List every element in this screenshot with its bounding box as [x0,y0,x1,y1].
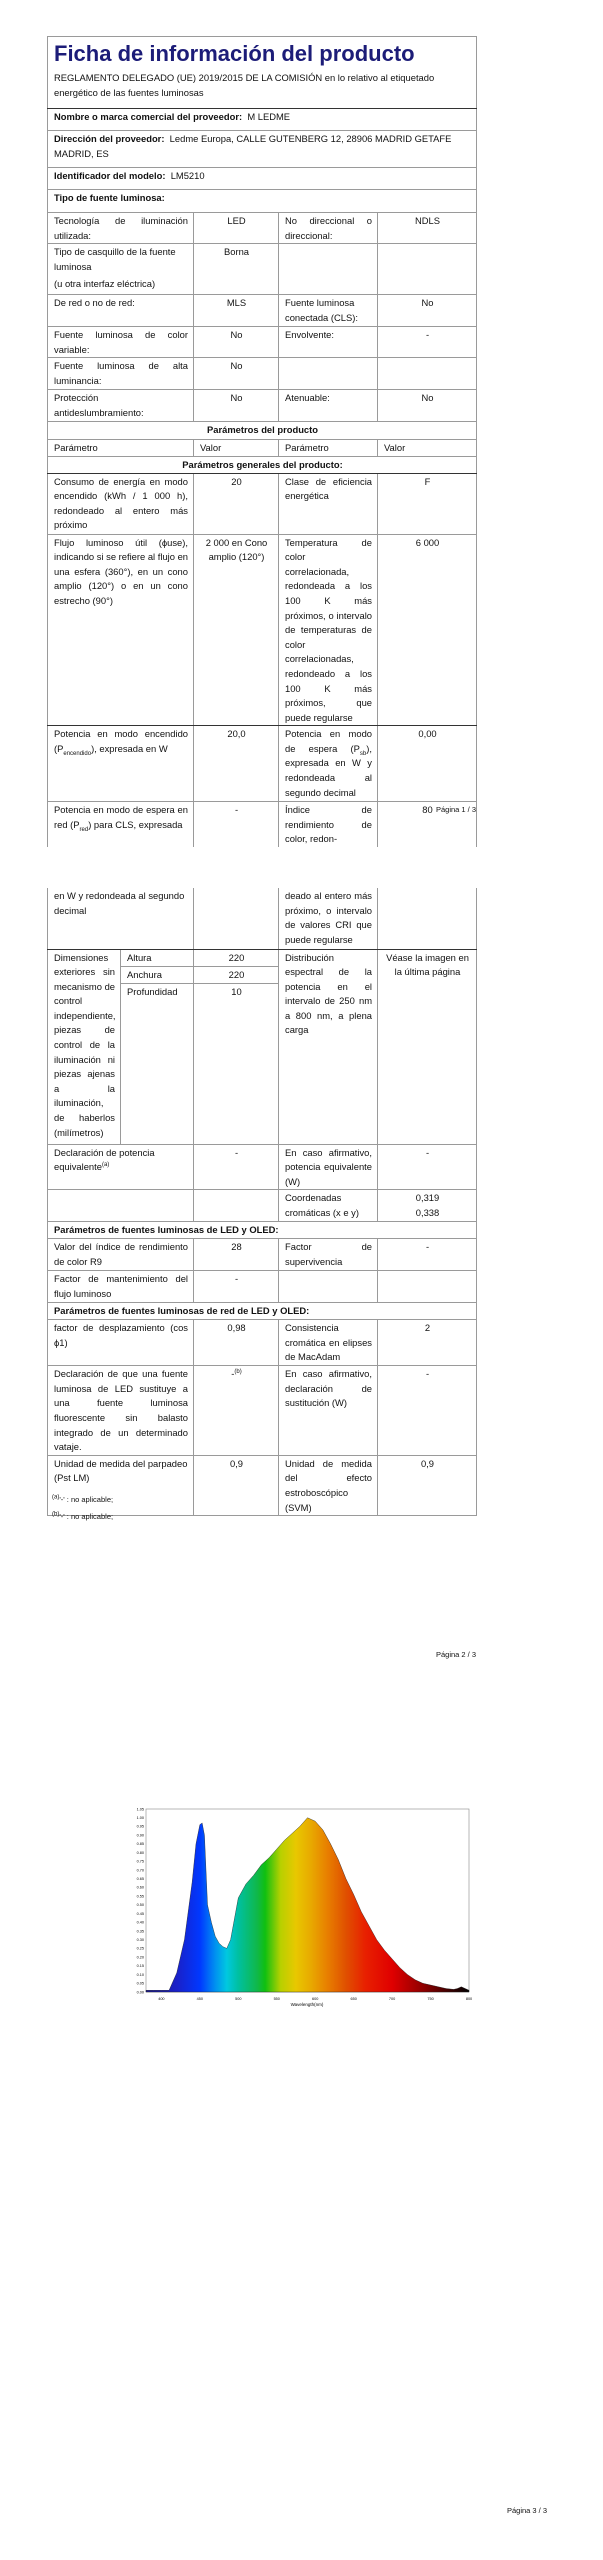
cell-value: 6 000 [378,534,477,726]
y-tick-label: 0.60 [136,1885,144,1890]
footnote-b [52,1512,113,1521]
text: ) para CLS, expresada [88,818,183,830]
supplier-label: Nombre o marca comercial del proveedor: [54,111,243,122]
cell-label: Índice de rendimiento de color, redon- [279,802,378,847]
y-tick-label: 0.30 [136,1938,144,1943]
x-tick-label: 500 [235,1997,242,2001]
dim-value: 220 [194,966,279,983]
cell-value: Borna [194,244,279,295]
text: Potencia en modo encendido (P [54,728,188,754]
product-info-table-page1 [47,36,477,847]
coord-y: 0,338 [415,1206,440,1218]
y-tick-label: 0.85 [136,1842,144,1847]
page-number: Página 3 / 3 [506,2506,547,2515]
cell-value: 2 000 en Cono amplio (120°) [194,534,279,726]
socket-note: (u otra interfaz eléctrica) [54,278,156,290]
cell-empty [279,244,378,295]
table-row [48,1455,477,1515]
table-row [48,1320,477,1366]
cell-label: Declaración de que una fuente luminosa de LED sustituye a una fuente luminosa fluorescente sin balasto integrado de un determinado vataje. [48,1366,194,1456]
page-title: Ficha de información del producto [54,41,415,66]
page-number: Página 1 / 3 [435,805,476,814]
cell-label [279,726,378,802]
cell-value: 0,9 [378,1455,477,1515]
footnote-text: '-' : no aplicable; [59,1495,114,1504]
cell-label: Coordenadas cromáticas (x e y) [279,1190,378,1222]
model-label: Identificador del modelo: [54,170,166,181]
cell-label: Envolvente: [279,327,378,358]
page-number: Página 2 / 3 [435,1650,476,1659]
cell-value: No [194,327,279,358]
y-tick-label: 0.05 [136,1981,144,1986]
cell-value: - [194,1271,279,1303]
supplier-name: M LEDME [247,111,291,122]
table-row [48,327,477,358]
header-cell: Valor [194,439,279,456]
y-tick-label: 0.00 [136,1990,144,1995]
cell-label: No direccional o direccional: [279,213,378,244]
dim-value: 220 [194,949,279,966]
table-row [48,1271,477,1303]
table-row [48,473,477,534]
table-row [48,802,477,847]
dim-label: Profundidad [121,983,194,1144]
table-row [48,1239,477,1271]
superscript: (a) [101,1161,110,1168]
y-tick-label: 0.50 [136,1903,144,1908]
cell-label: Atenuable: [279,390,378,421]
subscript: sb [359,750,367,757]
y-tick-label: 1.05 [136,1807,144,1812]
cell-value: NDLS [378,213,477,244]
x-tick-label: 400 [158,1997,165,2001]
product-info-table-page2 [47,888,477,1516]
superscript: (b) [234,1369,242,1376]
table-row [48,1366,477,1456]
cell-label [48,726,194,802]
supplier-row [48,109,477,131]
socket-label: Tipo de casquillo de la fuente luminosa [54,246,176,272]
cell-empty [378,244,477,295]
footnote-text: '-' : no aplicable; [59,1512,114,1521]
table-row [48,213,477,244]
model-row [48,168,477,190]
table-row [48,295,477,327]
led-title: Parámetros de fuentes luminosas de LED y OLED: [48,1222,477,1239]
table-row [48,534,477,726]
cell-value: No [194,358,279,390]
page-1-table-wrap [47,36,477,847]
cell-label: En caso afirmativo, declaración de sustitución (W) [279,1366,378,1456]
text: - [231,1368,235,1380]
y-tick-label: 0.10 [136,1972,144,1977]
cell-label [48,1144,194,1190]
y-tick-label: 0.45 [136,1911,144,1916]
table-row [48,1190,477,1222]
cell-label: deado al entero más próximo, o intervalo de valores CRI que puede regularse [279,888,378,949]
spd-label: Distribución espectral de la potencia en el intervalo de 250 nm a 800 nm, a plena carga [279,949,378,1144]
y-tick-label: 0.55 [136,1894,144,1899]
y-tick-label: 1.00 [136,1816,144,1821]
cell-empty [279,1271,378,1303]
cell-value: 0,98 [194,1320,279,1366]
cell-label: Fuente luminosa conectada (CLS): [279,295,378,327]
x-tick-label: 550 [273,1997,280,2001]
y-tick-label: 0.40 [136,1920,144,1925]
cell-value: 2 [378,1320,477,1366]
cell-empty [378,358,477,390]
coord-x: 0,319 [415,1192,440,1204]
y-tick-label: 0.25 [136,1946,144,1951]
text: ), expresada en W y redondeada al segundo decimal [285,742,372,798]
cell-label [48,244,194,295]
address-row [48,131,477,168]
cell-empty [378,888,477,949]
table-row [48,949,477,966]
cell-value: LED [194,213,279,244]
x-tick-label: 650 [350,1997,357,2001]
cell-label: Clase de eficiencia energética [279,473,378,534]
text: Potencia en modo de espera en red (P [54,804,188,830]
x-tick-label: 450 [196,1997,204,2001]
mains-title: Parámetros de fuentes luminosas de red de LED y OLED: [48,1303,477,1320]
cell-value: 20 [194,473,279,534]
cell-label: Unidad de medida del parpadeo (Pst LM) [48,1455,194,1515]
cell-label: factor de desplazamiento (cos ϕ1) [48,1320,194,1366]
y-tick-label: 0.15 [136,1964,144,1969]
address-value: Ledme Europa, CALLE GUTENBERG 12, 28906 MADRID GETAFE MADRID, ES [54,133,452,159]
cell-empty [194,888,279,949]
cell-value: 20,0 [194,726,279,802]
text: Potencia en modo de espera (P [285,728,372,754]
cell-label: Flujo luminoso útil (ϕuse), indicando si se refiere al flujo en una esfera (360°), en un cono amplio (120°) o en un cono estrecho (90°) [48,534,194,726]
cell-label: Valor del índice de rendimiento de color R9 [48,1239,194,1271]
footnote-a [52,1495,113,1504]
cell-empty [194,1190,279,1222]
spectral-distribution-chart [130,1800,480,2020]
cell-value: - [378,1366,477,1456]
table-row [48,888,477,949]
header-cell: Parámetro [279,439,378,456]
y-tick-label: 0.75 [136,1859,144,1864]
x-tick-label: 600 [312,1997,319,2001]
x-axis-label: Wavelength(nm) [290,2002,324,2007]
dimensions-label: Dimensiones exteriores sin mecanismo de control independiente, piezas de control de la iluminación ni piezas ajenas a la iluminación, de haberlos (milímetros) [48,949,121,1144]
y-tick-label: 0.80 [136,1850,144,1855]
x-tick-label: 700 [388,1997,396,2001]
x-tick-label: 800 [465,1997,473,2001]
cell-value: No [378,295,477,327]
cell-value: 0,00 [378,726,477,802]
cell-label [48,802,194,847]
cell-value: No [378,390,477,421]
cell-value: F [378,473,477,534]
dim-label: Altura [121,949,194,966]
table-row [48,358,477,390]
table-row [48,726,477,802]
param-header-row [48,439,477,456]
light-type-title: Tipo de fuente luminosa: [48,190,477,213]
cell-label: Consistencia cromática en elipses de MacAdam [279,1320,378,1366]
general-title: Parámetros generales del producto: [48,456,477,473]
cell-value [378,1190,477,1222]
y-tick-label: 0.35 [136,1929,144,1934]
footnote-mark: (b) [52,1511,60,1518]
cell-label: Consumo de energía en modo encendido (kWh / 1 000 h), redondeado al entero más próximo [48,473,194,534]
table-row [48,390,477,421]
subscript: encendido [63,750,92,757]
subscript: red [79,826,89,833]
params-title: Parámetros del producto [48,421,477,439]
footnote-mark: (a) [52,1494,60,1501]
cell-value: - [378,1144,477,1190]
cell-value: No [194,390,279,421]
header-cell: Valor [378,439,477,456]
cell-label: Protección antideslumbramiento: [48,390,194,421]
cell-value: - [378,1239,477,1271]
cell-empty [378,1271,477,1303]
cell-value [194,1366,279,1456]
cell-label: en W y redondeada al segundo decimal [48,888,194,949]
cell-label: Factor de mantenimiento del flujo luminoso [48,1271,194,1303]
model-value: LM5210 [170,170,205,181]
text: Declaración de potencia equivalente [54,1146,155,1173]
y-tick-label: 0.70 [136,1868,144,1873]
cell-value: MLS [194,295,279,327]
cell-empty [279,358,378,390]
cell-label: De red o no de red: [48,295,194,327]
cell-value: - [194,802,279,847]
y-tick-label: 0.95 [136,1824,144,1829]
cell-label: Unidad de medida del efecto estroboscópico (SVM) [279,1455,378,1515]
dim-value: 10 [194,983,279,1144]
y-tick-label: 0.90 [136,1833,144,1838]
header-cell: Parámetro [48,439,194,456]
cell-label: Factor de supervivencia [279,1239,378,1271]
spd-value: Véase la imagen en la última página [378,949,477,1144]
dim-label: Anchura [121,966,194,983]
address-label: Dirección del proveedor: [54,133,165,144]
page-2-table-wrap [47,888,477,1516]
cell-label: Fuente luminosa de color variable: [48,327,194,358]
table-row [48,1144,477,1190]
cell-value: - [378,327,477,358]
y-tick-label: 0.65 [136,1877,144,1882]
x-tick-label: 750 [427,1997,434,2001]
cell-value: 0,9 [194,1455,279,1515]
regulation-text: REGLAMENTO DELEGADO (UE) 2019/2015 DE LA COMISIÓN en lo relativo al etiquetado energético de las fuentes luminosas [54,72,435,98]
cell-label: Fuente luminosa de alta luminancia: [48,358,194,390]
cell-value: 28 [194,1239,279,1271]
header-cell [48,37,477,109]
y-tick-label: 0.20 [136,1955,144,1960]
cell-value: 80 [378,802,477,847]
table-row [48,244,477,295]
cell-label: En caso afirmativo, potencia equivalente (W) [279,1144,378,1190]
cell-value: - [194,1144,279,1190]
cell-empty [48,1190,194,1222]
text: ), expresada en W [91,742,168,754]
cell-label: Temperatura de color correlacionada, redondeada a los 100 K más próximos, o intervalo de temperaturas de color correlacionadas, redondeado a los 100 K más próximos, que puede regularse [279,534,378,726]
cell-label: Tecnología de iluminación utilizada: [48,213,194,244]
